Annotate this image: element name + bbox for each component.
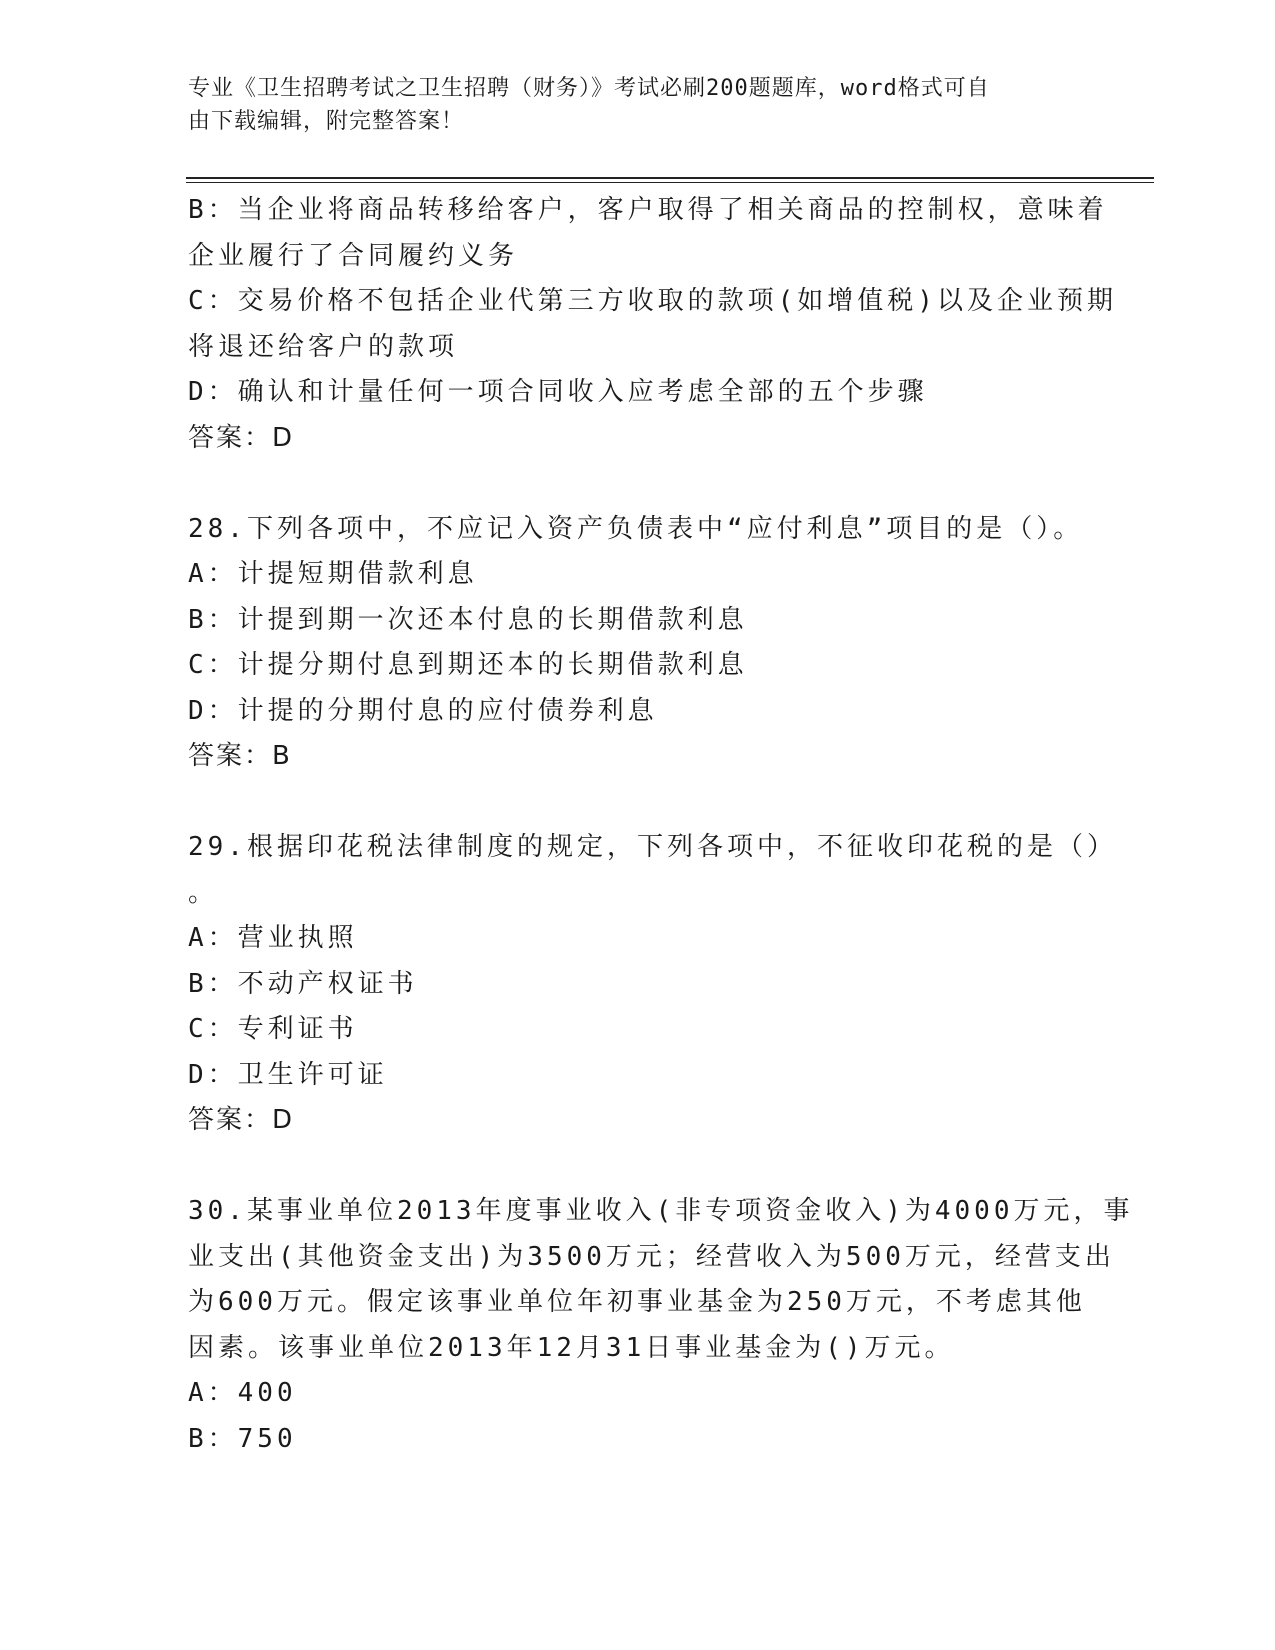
q30-stem-line2: 业支出(其他资金支出)为3500万元；经营收入为500万元，经营支出 (188, 1241, 1115, 1272)
q29-option-b: B：不动产权证书 (188, 968, 418, 999)
q30-option-a: A：400 (188, 1378, 297, 1408)
question-30 (188, 1189, 1134, 1462)
q27-option-b-line2: 企业履行了合同履约义务 (188, 240, 519, 271)
q30-stem-line4: 因素。该事业单位2013年12月31日事业基金为()万元。 (188, 1332, 955, 1363)
q27-option-b-line1: B：当企业将商品转移给客户，客户取得了相关商品的控制权，意味着 (188, 195, 1108, 225)
document-header (188, 72, 1068, 138)
q27-option-d: D：确认和计量任何一项合同收入应考虑全部的五个步骤 (188, 377, 928, 407)
spacer (188, 780, 1078, 826)
header-line-1: 专业《卫生招聘考试之卫生招聘（财务）》考试必刷200题题库，word格式可自 (188, 76, 990, 101)
q28-option-a: A：计提短期借款利息 (188, 559, 478, 589)
question-27 (188, 188, 1117, 461)
header-line-2: 由下载编辑，附完整答案！ (188, 109, 465, 134)
q28-answer: 答案：B (188, 741, 292, 771)
document-body (188, 188, 1134, 1462)
q29-option-c: C：专利证书 (188, 1014, 358, 1044)
q28-option-b: B：计提到期一次还本付息的长期借款利息 (188, 604, 748, 635)
q28-stem: 28.下列各项中，不应记入资产负债表中“应付利息”项目的是（）。 (188, 513, 1084, 544)
q29-answer: 答案：D (188, 1105, 295, 1135)
q28-option-d: D：计提的分期付息的应付债券利息 (188, 695, 658, 726)
q29-option-d: D：卫生许可证 (188, 1059, 388, 1090)
question-29 (188, 825, 1117, 1144)
q27-option-c-line1: C：交易价格不包括企业代第三方收取的款项(如增值税)以及企业预期 (188, 286, 1117, 316)
q30-stem-line1: 30.某事业单位2013年度事业收入(非专项资金收入)为4000万元，事 (188, 1196, 1134, 1226)
q30-stem-line3: 为600万元。假定该事业单位年初事业基金为250万元，不考虑其他 (188, 1287, 1086, 1317)
header-rule-thick (186, 177, 1154, 179)
q29-option-a: A：营业执照 (188, 923, 358, 953)
q29-stem-line1: 29.根据印花税法律制度的规定，下列各项中，不征收印花税的是（） (188, 832, 1117, 862)
q29-stem-line2: 。 (188, 877, 219, 908)
q30-option-b: B：750 (188, 1423, 297, 1454)
question-28 (188, 507, 1084, 780)
q27-answer: 答案：D (188, 422, 295, 453)
q27-option-c-line2: 将退还给客户的款项 (188, 331, 459, 362)
spacer (188, 1144, 1078, 1190)
spacer (188, 461, 1078, 507)
q28-option-c: C：计提分期付息到期还本的长期借款利息 (188, 650, 748, 680)
header-rule-thin (186, 182, 1154, 183)
